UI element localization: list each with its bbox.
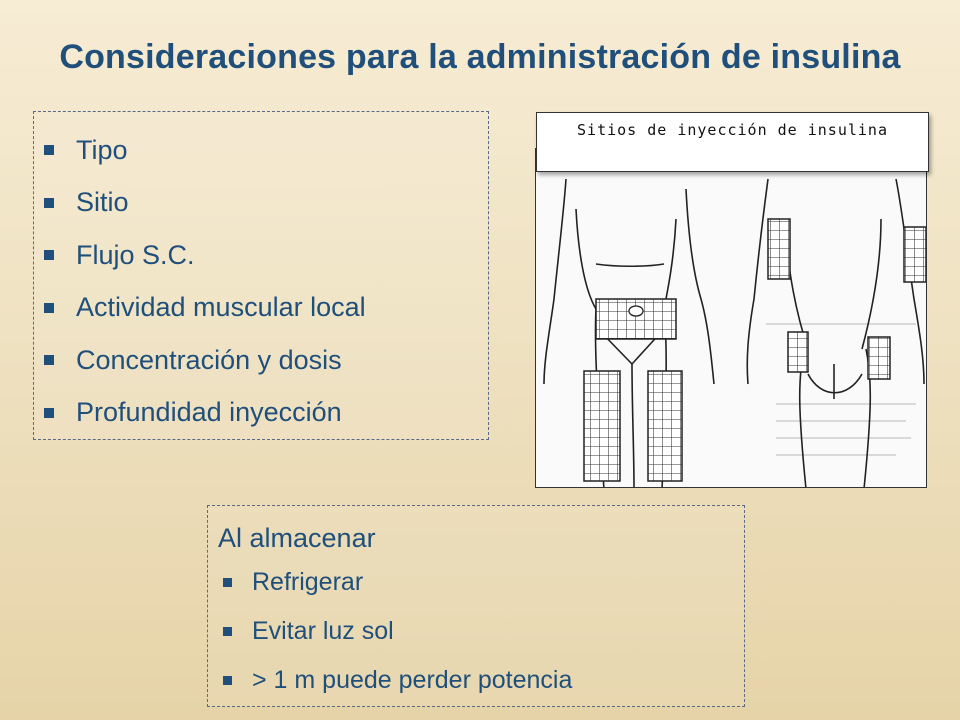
square-bullet-icon — [223, 627, 232, 636]
factors-list — [34, 124, 488, 439]
square-bullet-icon — [44, 145, 54, 155]
list-item — [208, 607, 744, 656]
square-bullet-icon — [223, 676, 232, 685]
square-bullet-icon — [223, 578, 232, 587]
storage-heading: Al almacenar — [218, 522, 376, 553]
square-bullet-icon — [44, 198, 54, 208]
factor-label: Flujo S.C. — [76, 239, 195, 270]
square-bullet-icon — [44, 250, 54, 260]
square-bullet-icon — [44, 303, 54, 313]
list-item — [34, 229, 488, 282]
body-outline-icon — [536, 149, 927, 488]
storage-list — [208, 558, 744, 705]
list-item — [34, 177, 488, 230]
factor-label: Actividad muscular local — [76, 292, 366, 323]
factors-box — [33, 111, 489, 440]
list-item — [34, 334, 488, 387]
storage-item-label: Evitar luz sol — [252, 617, 394, 645]
storage-item-label: > 1 m puede perder potencia — [252, 666, 573, 694]
slide-title: Consideraciones para la administración de insulina — [59, 38, 901, 76]
square-bullet-icon — [44, 408, 54, 418]
list-item — [34, 282, 488, 335]
factor-label: Profundidad inyección — [76, 397, 342, 428]
factor-label: Sitio — [76, 187, 129, 218]
storage-item-label: Refrigerar — [252, 568, 364, 596]
list-item — [208, 558, 744, 607]
list-item — [34, 124, 488, 177]
list-item — [208, 656, 744, 705]
figure-caption: Sitios de inyección de insulina — [536, 112, 929, 172]
list-item — [34, 387, 488, 440]
factor-label: Tipo — [76, 134, 128, 165]
factor-label: Concentración y dosis — [76, 344, 342, 375]
storage-box — [207, 505, 745, 707]
injection-sites-illustration — [535, 148, 927, 488]
square-bullet-icon — [44, 355, 54, 365]
